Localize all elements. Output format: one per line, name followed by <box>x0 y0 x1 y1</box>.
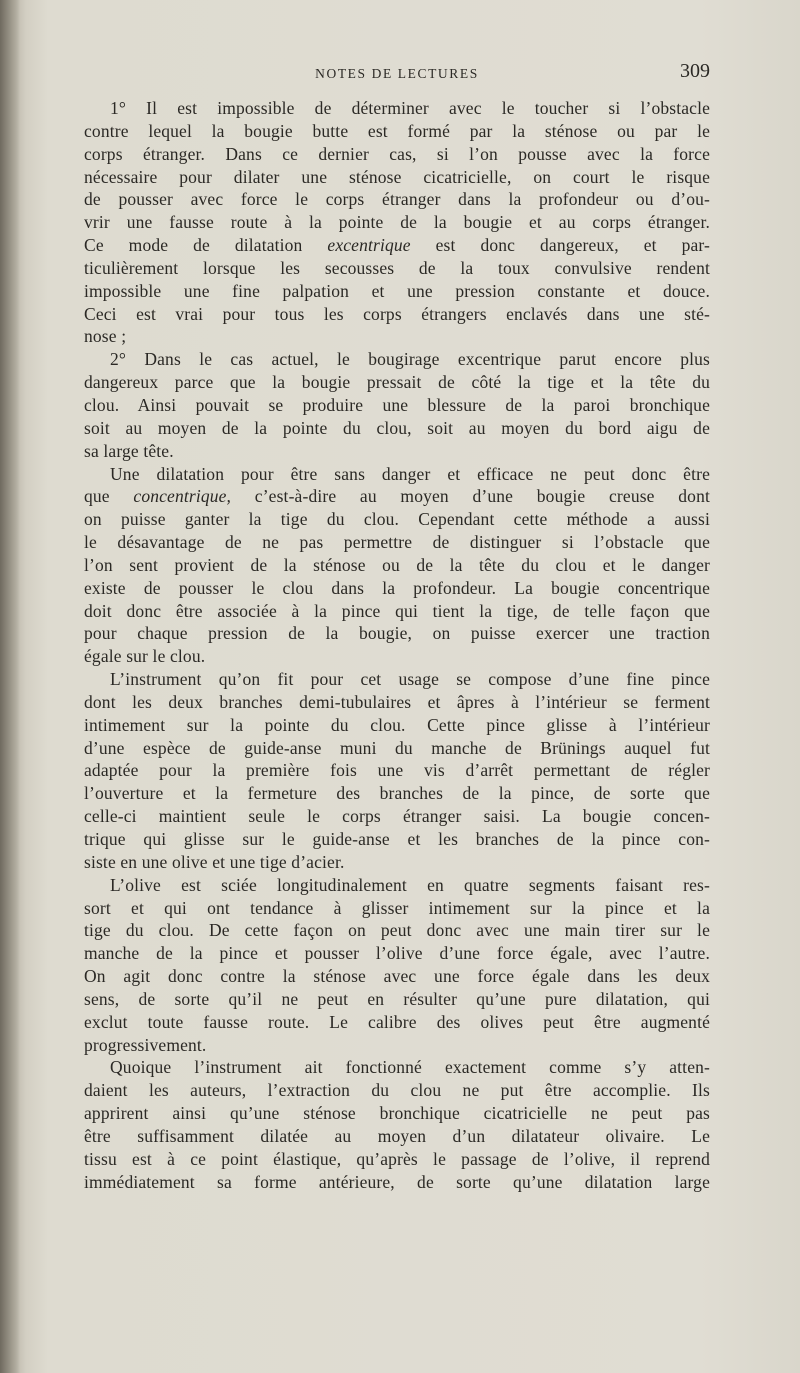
text-line: On agit donc contre la sténose avec une force égale dans les deux <box>84 966 710 987</box>
text-line: contre lequel la bougie butte est formé par la sténose ou par le <box>84 120 710 141</box>
text-line: dont les deux branches demi-tubulaires et âpres à l’intérieur se ferment <box>84 691 710 712</box>
text-line <box>84 485 710 508</box>
text-line: nécessaire pour dilater une sténose cicatricielle, on court le risque <box>84 166 710 187</box>
text-line: Quoique l’instrument ait fonctionné exactement comme s’y atten- <box>110 1057 710 1078</box>
text-line: intimement sur la pointe du clou. Cette pince glisse à l’intérieur <box>84 714 710 735</box>
paragraph-2 <box>84 348 710 462</box>
text-line: sa large tête. <box>84 440 174 461</box>
paragraph-3 <box>84 463 710 669</box>
text-run: est donc dangereux, et par- <box>410 235 711 256</box>
text-line: soit au moyen de la pointe du clou, soit au moyen du bord aigu de <box>84 417 710 438</box>
text-line: pour chaque pression de la bougie, on puisse exercer une traction <box>84 623 710 644</box>
text-line: nose ; <box>84 326 127 347</box>
text-line: de pousser avec force le corps étranger dans la profondeur ou d’ou- <box>84 189 710 210</box>
paragraph-6 <box>84 1056 710 1193</box>
text-run: c’est-à-dire au moyen d’une bougie creuse dont <box>231 486 710 507</box>
paragraph-1 <box>84 97 710 348</box>
paragraph-4 <box>84 668 710 874</box>
text-run: Ce mode de dilatation <box>84 235 328 256</box>
emphasis-excentrique: excentrique <box>327 235 411 256</box>
text-line: 1° Il est impossible de déterminer avec le toucher si l’obstacle <box>110 98 710 118</box>
text-line: d’une espèce de guide-anse muni du manche de Brünings auquel fut <box>84 737 710 758</box>
text-line: sens, de sorte qu’il ne peut en résulter qu’une pure dilatation, qui <box>84 988 710 1009</box>
text-line: apprirent ainsi qu’une sténose bronchique cicatricielle ne peut pas <box>84 1103 710 1124</box>
text-line: manche de la pince et pousser l’olive d’une force égale, avec l’autre. <box>84 943 710 964</box>
text-line: l’ouverture et la fermeture des branches de la pince, de sorte que <box>84 783 710 804</box>
text-line <box>84 234 710 257</box>
text-line: on puisse ganter la tige du clou. Cependant cette méthode a aussi <box>84 509 710 530</box>
text-line: L’instrument qu’on fit pour cet usage se compose d’une fine pince <box>110 669 710 690</box>
text-line: daient les auteurs, l’extraction du clou ne put être accomplie. Ils <box>84 1080 710 1101</box>
text-line: L’olive est sciée longitudinalement en quatre segments faisant res- <box>110 874 710 895</box>
page-spine-shadow <box>0 0 20 1373</box>
text-line: Une dilatation pour être sans danger et efficace ne peut donc être <box>110 463 710 484</box>
text-line: tissu est à ce point élastique, qu’après le passage de l’olive, il reprend <box>84 1148 710 1169</box>
text-line: l’on sent provient de la sténose ou de la tête du clou et le danger <box>84 554 710 575</box>
text-line: ticulièrement lorsque les secousses de la toux convulsive rendent <box>84 257 710 278</box>
text-line: adaptée pour la première fois une vis d’arrêt permettant de régler <box>84 760 710 781</box>
text-line: clou. Ainsi pouvait se produire une blessure de la paroi bronchique <box>84 394 710 415</box>
text-line: immédiatement sa forme antérieure, de sorte qu’une dilatation large <box>84 1171 710 1192</box>
running-head: NOTES DE LECTURES <box>315 66 479 81</box>
body-text <box>84 97 710 1194</box>
text-line: vrir une fausse route à la pointe de la bougie et au corps étranger. <box>84 212 710 233</box>
text-run: que <box>84 486 134 507</box>
text-line: siste en une olive et une tige d’acier. <box>84 851 345 872</box>
text-line: égale sur le clou. <box>84 646 206 667</box>
text-line: 2° Dans le cas actuel, le bougirage excentrique parut encore plus <box>110 349 710 370</box>
page-header <box>84 60 710 92</box>
text-line: le désavantage de ne pas permettre de distinguer si l’obstacle que <box>84 532 710 553</box>
text-line: exclut toute fausse route. Le calibre des olives peut être augmenté <box>84 1011 710 1032</box>
text-line: être suffisamment dilatée au moyen d’un dilatateur olivaire. Le <box>84 1125 710 1146</box>
text-line: tige du clou. De cette façon on peut donc avec une main tirer sur le <box>84 920 710 941</box>
paragraph-5 <box>84 874 710 1057</box>
text-line: doit donc être associée à la pince qui tient la tige, de telle façon que <box>84 600 710 621</box>
text-line: trique qui glisse sur le guide-anse et les branches de la pince con- <box>84 829 710 849</box>
text-line: celle-ci maintient seule le corps étranger saisi. La bougie concen- <box>84 806 710 827</box>
text-line: sort et qui ont tendance à glisser intimement sur la pince et la <box>84 897 710 918</box>
page-number: 309 <box>680 60 710 82</box>
text-line: impossible une fine palpation et une pression constante et douce. <box>84 280 710 301</box>
text-line: Ceci est vrai pour tous les corps étrangers enclavés dans une sté- <box>84 303 710 324</box>
text-line: corps étranger. Dans ce dernier cas, si l’on pousse avec la force <box>84 143 710 164</box>
text-line: existe de pousser le clou dans la profondeur. La bougie concentrique <box>84 577 710 598</box>
emphasis-concentrique: concentrique, <box>133 486 232 507</box>
text-line: progressivement. <box>84 1034 207 1055</box>
text-line: dangereux parce que la bougie pressait de côté la tige et la tête du <box>84 372 710 393</box>
